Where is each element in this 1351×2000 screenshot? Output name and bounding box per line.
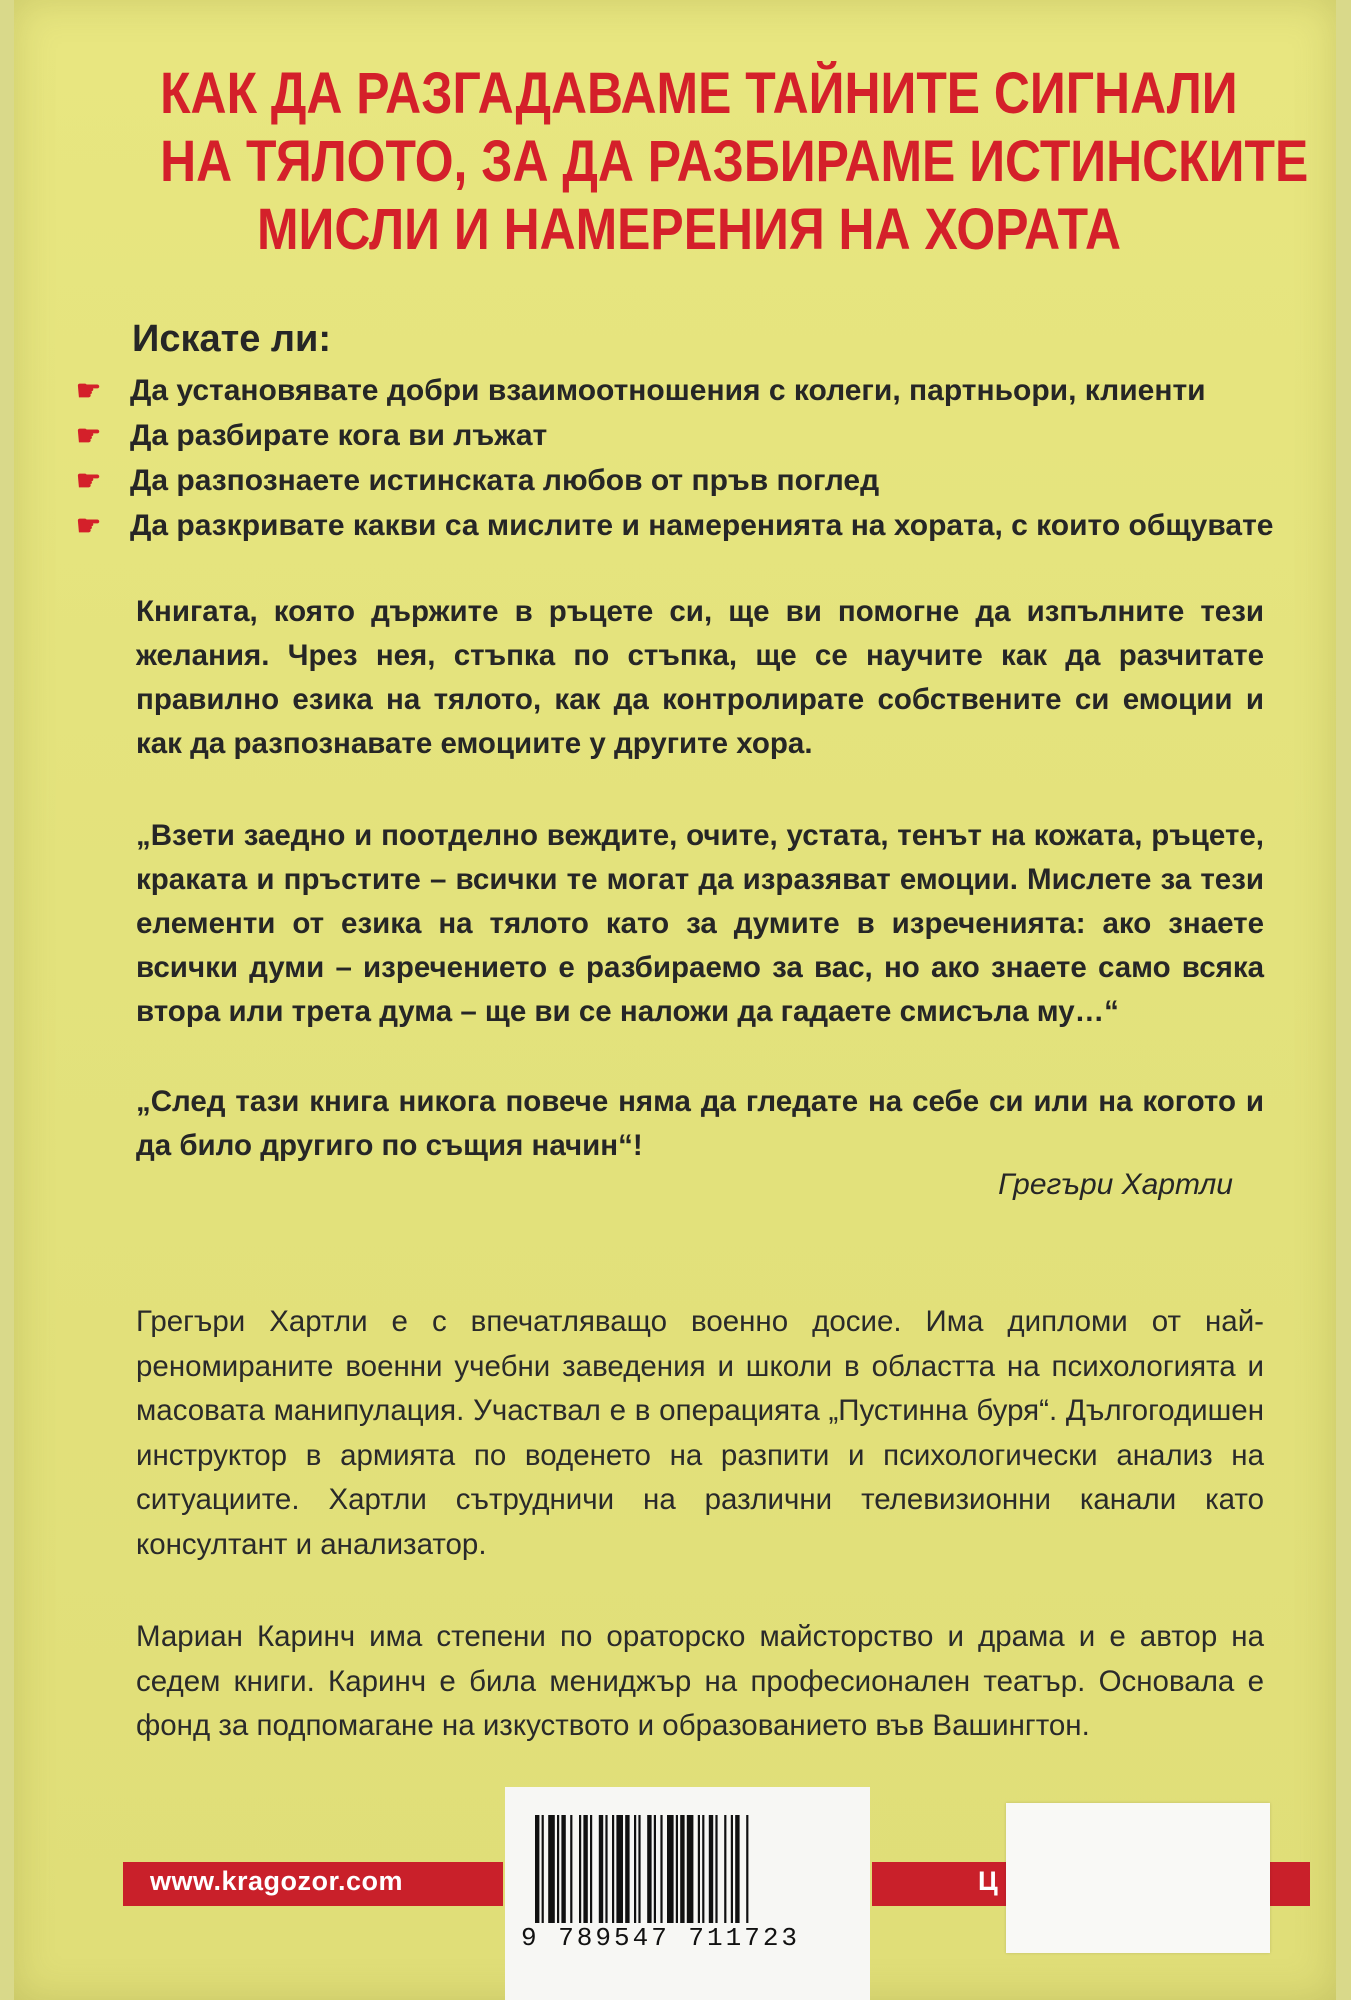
pointing-hand-icon: ☛ [76, 420, 102, 451]
barcode-bar [548, 1815, 555, 1923]
list-item [76, 503, 1326, 548]
headline-line-1: КАК ДА РАЗГАДАВАМЕ ТАЙНИТЕ СИГНАЛИ [160, 61, 1238, 126]
bullet-text: Да разпознаете истинската любов от пръв поглед [130, 463, 880, 497]
barcode-bar [579, 1815, 581, 1923]
headline [160, 60, 1309, 264]
price-label: Ц [978, 1866, 998, 1896]
price-sticker [1006, 1803, 1270, 1953]
pointing-hand-icon: ☛ [76, 375, 102, 406]
barcode-bar [599, 1815, 603, 1923]
pointing-hand-icon: ☛ [76, 465, 102, 496]
barcode-bar [570, 1815, 572, 1923]
author-bio-hartley: Грегъри Хартли е с впечатляващо военно досие. Има дипломи от най-реномираните военни учебни заведения и школи в областта на психологията и масовата манипулация. Участвал е в операцията „Пустинна буря“. Дългогодишен инструктор в армията по воденето на разпити и психологически анализ на ситуациите. Хартли сътрудничи на различни телевизионни канали като консултант и анализатор. [136, 1305, 1264, 1561]
barcode-bar [535, 1815, 539, 1923]
headline-line-3: МИСЛИ И НАМЕРЕНИЯ НА ХОРАТА [256, 197, 1122, 262]
barcode-bar [715, 1815, 717, 1923]
barcode-bar [676, 1815, 678, 1923]
barcode-bar [698, 1815, 700, 1923]
barcode-bar [654, 1815, 656, 1923]
barcode [505, 1787, 870, 2000]
barcode-bar [561, 1815, 565, 1923]
barcode-bar [583, 1815, 587, 1923]
barcode-bar [667, 1815, 674, 1923]
list-item [76, 368, 1326, 413]
intro-paragraph: Книгата, която държите в ръцете си, ще ви помогне да изпълните тези желания. Чрез нея, стъпка по стъпка, ще се научите как да разчитате правилно езика на тялото, как да контролирате собствените си емоции и как да разпознавате емоциите у другите хора. [136, 595, 1264, 760]
ask-title: Искате ли: [132, 318, 332, 360]
list-item [76, 413, 1326, 458]
barcode-bar [680, 1815, 684, 1923]
list-item [76, 458, 1326, 503]
bullet-text: Да разкривате какви са мислите и намеренията на хората, с които общувате [130, 508, 1274, 542]
barcode-bar [746, 1815, 748, 1923]
barcode-bar [612, 1815, 614, 1923]
barcode-bar [687, 1815, 694, 1923]
quote-paragraph: „Взети заедно и поотделно веждите, очите, устата, тенът на кожата, ръцете, краката и пръстите – всички те могат да изразяват емоции. Мислете за тези елементи от езика на тялото като за думите в изреченията: ако знаете всички думи – изречението е разбираемо за вас, но ако знаете само всяка втора или трета дума – ще ви се наложи да гадаете смисъла му…“ [136, 819, 1264, 1028]
barcode-bar [542, 1815, 544, 1923]
pointing-hand-icon: ☛ [76, 510, 102, 541]
website-link[interactable]: www.kragozor.com [150, 1866, 404, 1896]
barcode-bar [557, 1815, 559, 1923]
barcode-bar [634, 1815, 636, 1923]
quote-signature: Грегъри Хартли [998, 1168, 1233, 1201]
benefit-list [76, 368, 1326, 548]
headline-line-2: НА ТЯЛОТО, ЗА ДА РАЗБИРАМЕ ИСТИНСКИТЕ [160, 129, 1309, 194]
bullet-text: Да разбирате кога ви лъжат [130, 418, 548, 452]
barcode-bar [702, 1815, 704, 1923]
barcode-bar [590, 1815, 592, 1923]
bullet-text: Да установявате добри взаимоотношения с колеги, партньори, клиенти [130, 373, 1206, 407]
author-bio-karinch: Мариан Каринч има степени по ораторско майсторство и драма и е автор на седем книги. Каринч е била мениджър на професионален театър. Основала е фонд за подпомагане на изкуството и образованието във Вашингтон. [136, 1620, 1264, 1742]
barcode-bar [660, 1815, 662, 1923]
closing-quote: „След тази книга никога повече няма да гледате на себе си или на когото и да било другиго по същия начин“! [136, 1085, 1264, 1162]
barcode-bar [616, 1815, 623, 1923]
barcode-bars [535, 1815, 835, 1923]
barcode-bar [625, 1815, 629, 1923]
back-cover [14, 0, 1336, 2000]
barcode-bar [735, 1815, 739, 1923]
barcode-bar [731, 1815, 733, 1923]
barcode-bar [709, 1815, 713, 1923]
barcode-bar [647, 1815, 651, 1923]
isbn-number: 9 789547 711723 [521, 1923, 801, 1953]
barcode-bar [638, 1815, 640, 1923]
barcode-bar [605, 1815, 607, 1923]
barcode-bar [724, 1815, 726, 1923]
